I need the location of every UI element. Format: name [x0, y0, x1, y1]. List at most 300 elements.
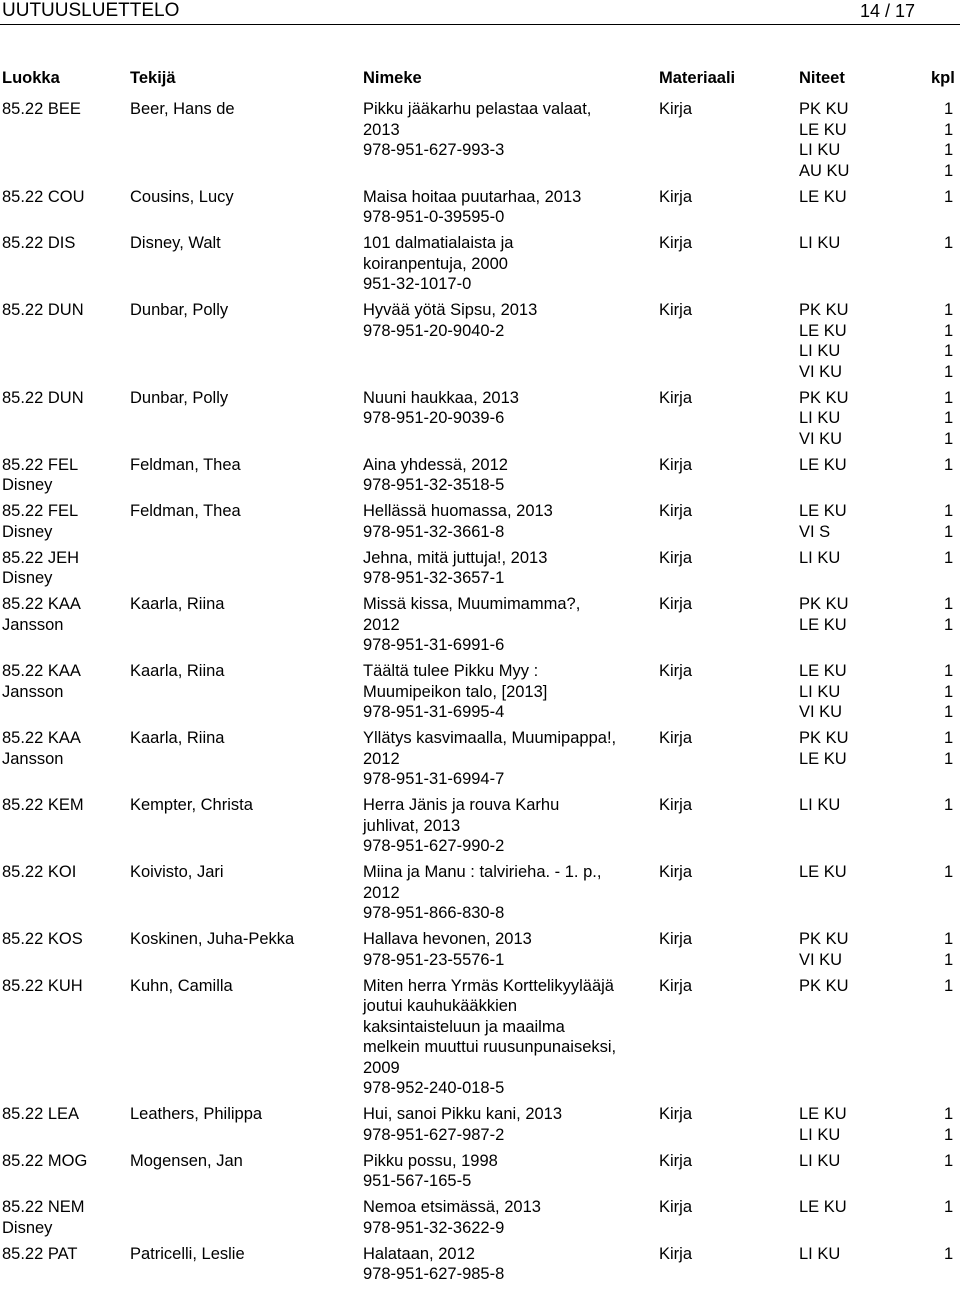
entry-tekija: [130, 929, 294, 950]
entry-luokka-line: Jansson: [2, 749, 64, 768]
entry-tekija-line: Kaarla, Riina: [130, 595, 225, 613]
entry-tekija: [130, 1244, 245, 1265]
list-item: [0, 548, 960, 595]
entry-kpl-line: 1: [944, 429, 954, 448]
entry-nimeke-line: Täältä tulee Pikku Myy :: [363, 662, 539, 680]
entry-tekija: [130, 795, 253, 816]
entry-niteet: [799, 594, 849, 635]
entry-luokka-line: 85.22 KAA: [2, 729, 81, 747]
entry-tekija: [130, 661, 224, 682]
entry-nimeke: [363, 233, 513, 295]
entry-kpl: [944, 795, 953, 816]
entry-kpl-line: 1: [944, 682, 954, 701]
entry-kpl-line: 1: [944, 502, 954, 520]
entry-kpl: [944, 1197, 953, 1218]
entry-niteet-line: LI KU: [799, 1125, 841, 1144]
entry-luokka-line: 85.22 LEA: [2, 1105, 80, 1123]
entry-nimeke-line: Miten herra Yrmäs Korttelikyylääjä: [363, 976, 614, 995]
column-header-tekija: Tekijä: [130, 69, 176, 87]
entry-materiaali-line: Kirja: [659, 796, 693, 814]
entry-materiaali: [659, 594, 692, 615]
entry-luokka-line: 85.22 DIS: [2, 234, 76, 252]
list-item: [0, 976, 960, 1105]
entry-luokka: [2, 728, 81, 769]
entry-kpl: [944, 594, 953, 635]
entry-materiaali: [659, 661, 692, 682]
entry-nimeke-line: 2012: [363, 615, 400, 634]
entry-kpl-line: 1: [944, 1125, 954, 1144]
entry-nimeke-line: juhlivat, 2013: [363, 816, 461, 835]
entry-niteet: [799, 976, 849, 997]
list-item: [0, 455, 960, 502]
entry-niteet: [799, 1151, 840, 1172]
entry-nimeke-line: Yllätys kasvimaalla, Muumipappa!,: [363, 729, 617, 747]
entry-niteet: [799, 1197, 847, 1218]
entry-nimeke-line: 978-951-23-5576-1: [363, 950, 505, 969]
entry-nimeke-line: 978-951-866-830-8: [363, 904, 505, 922]
entry-luokka-line: 85.22 KOS: [2, 930, 83, 948]
entry-materiaali-line: Kirja: [659, 863, 693, 881]
entry-nimeke-line: Nemoa etsimässä, 2013: [363, 1198, 541, 1216]
entry-niteet-line: VI KU: [799, 362, 843, 381]
entry-niteet: [799, 99, 849, 181]
entry-niteet-line: AU KU: [799, 161, 850, 180]
entry-niteet-line: LI KU: [799, 409, 841, 427]
entry-materiaali-line: Kirja: [659, 1198, 693, 1216]
entry-materiaali-line: Kirja: [659, 187, 693, 206]
entry-tekija: [130, 862, 224, 883]
entry-luokka-line: Disney: [2, 569, 53, 587]
entry-tekija-line: Koivisto, Jari: [130, 863, 224, 881]
entry-nimeke-line: Pikku jääkarhu pelastaa valaat,: [363, 100, 592, 118]
entry-tekija-line: Kuhn, Camilla: [130, 976, 233, 995]
entry-kpl-line: 1: [944, 187, 954, 206]
entry-luokka-line: 85.22 KAA: [2, 595, 81, 613]
entry-kpl-line: 1: [944, 729, 954, 747]
list-item: [0, 929, 960, 976]
catalog-list: [0, 99, 960, 1290]
entry-luokka: [2, 1244, 78, 1265]
entry-nimeke: [363, 1151, 498, 1192]
entry-luokka: [2, 501, 78, 542]
page-number: 14 / 17: [860, 1, 916, 21]
entry-nimeke: [363, 187, 581, 228]
entry-luokka-line: 85.22 DUN: [2, 301, 84, 319]
entry-niteet-line: PK KU: [799, 301, 849, 319]
entry-niteet-line: LE KU: [799, 502, 847, 520]
entry-nimeke-line: 2012: [363, 883, 400, 902]
entry-kpl: [944, 548, 953, 569]
entry-kpl: [944, 455, 953, 476]
list-item: [0, 501, 960, 548]
entry-tekija: [130, 187, 234, 208]
entry-niteet-line: VI S: [799, 522, 831, 541]
entry-tekija: [130, 99, 235, 120]
entry-materiaali: [659, 187, 692, 208]
entry-tekija-line: Koskinen, Juha-Pekka: [130, 930, 295, 948]
entry-materiaali: [659, 862, 692, 883]
entry-kpl: [944, 862, 953, 883]
entry-luokka-line: Jansson: [2, 682, 64, 701]
entry-nimeke: [363, 455, 508, 496]
entry-niteet-line: PK KU: [799, 100, 849, 118]
entry-materiaali-line: Kirja: [659, 301, 693, 319]
entry-materiaali: [659, 1104, 692, 1125]
entry-nimeke-line: Aina yhdessä, 2012: [363, 455, 508, 474]
list-item: [0, 1104, 960, 1151]
entry-kpl-line: 1: [944, 1151, 954, 1170]
entry-niteet: [799, 728, 849, 769]
entry-tekija-line: Dunbar, Polly: [130, 301, 229, 319]
entry-niteet-line: LE KU: [799, 321, 847, 340]
entry-tekija-line: Kaarla, Riina: [130, 729, 225, 747]
entry-tekija-line: Disney, Walt: [130, 234, 221, 252]
entry-nimeke-line: Herra Jänis ja rouva Karhu: [363, 796, 560, 814]
entry-tekija: [130, 728, 224, 749]
list-item: [0, 388, 960, 455]
entry-luokka-line: Disney: [2, 1218, 53, 1237]
entry-nimeke-line: joutui kauhukääkkien: [363, 997, 518, 1015]
entry-niteet-line: LI KU: [799, 548, 841, 567]
entry-materiaali: [659, 233, 692, 254]
column-header-niteet: Niteet: [799, 69, 845, 87]
entry-materiaali: [659, 1151, 692, 1172]
list-item: [0, 594, 960, 661]
entry-kpl: [944, 728, 953, 769]
entry-niteet: [799, 795, 840, 816]
entry-materiaali-line: Kirja: [659, 548, 693, 567]
entry-nimeke-line: Halataan, 2012: [363, 1244, 475, 1263]
entry-niteet-line: LE KU: [799, 749, 847, 768]
entry-kpl: [944, 976, 953, 997]
entry-kpl-line: 1: [944, 950, 954, 969]
entry-kpl-line: 1: [944, 161, 954, 180]
entry-luokka-line: 85.22 DUN: [2, 388, 84, 407]
entry-tekija-line: Kempter, Christa: [130, 796, 253, 814]
entry-kpl-line: 1: [944, 930, 954, 948]
entry-nimeke-line: Hui, sanoi Pikku kani, 2013: [363, 1105, 563, 1123]
entry-tekija-line: Leathers, Philippa: [130, 1105, 263, 1123]
entry-nimeke-line: 978-951-20-9039-6: [363, 409, 505, 427]
entry-tekija: [130, 1104, 262, 1125]
entry-nimeke-line: Pikku possu, 1998: [363, 1151, 498, 1170]
entry-luokka-line: Disney: [2, 522, 53, 541]
entry-niteet: [799, 300, 849, 382]
entry-materiaali-line: Kirja: [659, 502, 693, 520]
entry-niteet-line: PK KU: [799, 930, 849, 948]
entry-nimeke: [363, 300, 537, 341]
entry-kpl-line: 1: [944, 703, 954, 721]
entry-luokka: [2, 862, 76, 883]
list-item: [0, 661, 960, 728]
entry-materiaali: [659, 1244, 692, 1265]
list-item: [0, 1197, 960, 1244]
entry-luokka-line: 85.22 FEL: [2, 502, 79, 520]
entry-kpl: [944, 929, 953, 970]
entry-luokka: [2, 455, 78, 496]
entry-kpl: [944, 1151, 953, 1172]
entry-materiaali-line: Kirja: [659, 1105, 693, 1123]
list-item: [0, 187, 960, 234]
entry-nimeke-line: Nuuni haukkaa, 2013: [363, 388, 519, 407]
entry-luokka: [2, 594, 81, 635]
entry-luokka-line: 85.22 KUH: [2, 976, 83, 995]
entry-nimeke: [363, 728, 616, 790]
page-header: [0, 0, 960, 25]
entry-nimeke-line: 978-951-627-993-3: [363, 141, 505, 159]
entry-niteet-line: PK KU: [799, 729, 849, 747]
entry-luokka: [2, 1104, 79, 1125]
entry-nimeke-line: 101 dalmatialaista ja: [363, 234, 514, 252]
entry-materiaali-line: Kirja: [659, 729, 693, 747]
entry-nimeke-line: 951-567-165-5: [363, 1172, 472, 1190]
entry-niteet: [799, 1104, 847, 1145]
entry-niteet-line: LI KU: [799, 342, 841, 360]
entry-kpl-line: 1: [944, 615, 954, 634]
entry-materiaali: [659, 728, 692, 749]
entry-kpl-line: 1: [944, 662, 954, 680]
entry-materiaali-line: Kirja: [659, 930, 693, 948]
entry-niteet: [799, 233, 840, 254]
entry-niteet-line: VI KU: [799, 950, 843, 969]
entry-kpl-line: 1: [944, 362, 954, 381]
entry-niteet-line: VI KU: [799, 703, 843, 721]
entry-luokka: [2, 233, 75, 254]
entry-luokka: [2, 661, 81, 702]
entry-kpl-line: 1: [944, 342, 954, 360]
entry-tekija: [130, 1151, 243, 1172]
entry-niteet-line: LI KU: [799, 1151, 841, 1170]
entry-niteet-line: LE KU: [799, 662, 847, 680]
entry-tekija: [130, 976, 233, 997]
entry-luokka-line: Disney: [2, 476, 53, 494]
entry-nimeke-line: 978-951-32-3518-5: [363, 476, 505, 494]
entry-tekija-line: Patricelli, Leslie: [130, 1244, 245, 1263]
entry-nimeke: [363, 548, 547, 589]
entry-luokka-line: 85.22 JEH: [2, 548, 80, 567]
entry-nimeke: [363, 976, 616, 1099]
entry-niteet-line: VI KU: [799, 429, 843, 448]
entry-tekija-line: Cousins, Lucy: [130, 187, 234, 206]
entry-kpl-line: 1: [944, 141, 954, 159]
entry-kpl: [944, 300, 953, 382]
column-header-row: [0, 67, 960, 89]
column-header-materiaali: Materiaali: [659, 69, 736, 87]
entry-tekija-line: Kaarla, Riina: [130, 662, 225, 680]
entry-niteet: [799, 187, 847, 208]
entry-nimeke-line: Miina ja Manu : talvirieha. - 1. p.,: [363, 863, 602, 881]
entry-luokka-line: 85.22 PAT: [2, 1244, 78, 1263]
entry-nimeke-line: 2012: [363, 749, 400, 768]
entry-materiaali: [659, 99, 692, 120]
entry-kpl-line: 1: [944, 1198, 954, 1216]
entry-niteet-line: LI KU: [799, 141, 841, 159]
entry-kpl: [944, 1104, 953, 1145]
entry-tekija-line: Feldman, Thea: [130, 502, 241, 520]
entry-tekija: [130, 300, 228, 321]
entry-materiaali-line: Kirja: [659, 455, 693, 474]
entry-luokka-line: 85.22 NEM: [2, 1198, 85, 1216]
entry-kpl-line: 1: [944, 301, 954, 319]
entry-nimeke-line: Hyvää yötä Sipsu, 2013: [363, 301, 538, 319]
entry-nimeke: [363, 795, 559, 857]
entry-niteet-line: LE KU: [799, 120, 847, 139]
entry-nimeke-line: 978-951-31-6991-6: [363, 636, 505, 654]
entry-luokka: [2, 300, 84, 321]
entry-niteet-line: PK KU: [799, 388, 849, 407]
entry-nimeke: [363, 1104, 562, 1145]
entry-kpl-line: 1: [944, 100, 954, 118]
entry-nimeke-line: 951-32-1017-0: [363, 275, 472, 293]
entry-tekija-line: Feldman, Thea: [130, 455, 241, 474]
entry-nimeke: [363, 1244, 504, 1285]
entry-nimeke: [363, 501, 553, 542]
entry-kpl: [944, 388, 953, 450]
entry-kpl-line: 1: [944, 749, 954, 768]
entry-kpl-line: 1: [944, 976, 954, 995]
entry-nimeke: [363, 862, 601, 924]
column-header-nimeke: Nimeke: [363, 69, 422, 87]
entry-kpl-line: 1: [944, 863, 954, 881]
entry-kpl-line: 1: [944, 234, 954, 252]
list-item: [0, 728, 960, 795]
entry-tekija: [130, 501, 241, 522]
entry-nimeke-line: kaksintaisteluun ja maailma: [363, 1017, 565, 1036]
entry-nimeke-line: 2009: [363, 1058, 400, 1077]
entry-kpl-line: 1: [944, 522, 954, 541]
entry-nimeke: [363, 99, 591, 161]
entry-nimeke-line: Maisa hoitaa puutarhaa, 2013: [363, 187, 582, 206]
entry-luokka: [2, 548, 79, 589]
entry-materiaali: [659, 929, 692, 950]
entry-tekija: [130, 594, 224, 615]
entry-kpl: [944, 661, 953, 723]
entry-tekija: [130, 233, 221, 254]
entry-luokka: [2, 1197, 85, 1238]
entry-nimeke-line: 978-951-627-990-2: [363, 837, 505, 855]
entry-niteet: [799, 661, 847, 723]
entry-niteet-line: LE KU: [799, 187, 847, 206]
list-item: [0, 99, 960, 187]
entry-materiaali-line: Kirja: [659, 388, 693, 407]
entry-luokka-line: Jansson: [2, 615, 64, 634]
entry-materiaali: [659, 501, 692, 522]
entry-kpl-line: 1: [944, 796, 954, 814]
entry-niteet-line: PK KU: [799, 976, 849, 995]
entry-materiaali-line: Kirja: [659, 100, 693, 118]
entry-luokka: [2, 187, 85, 208]
list-item: [0, 233, 960, 300]
entry-tekija-line: Dunbar, Polly: [130, 388, 229, 407]
list-item: [0, 795, 960, 862]
entry-niteet-line: LE KU: [799, 455, 847, 474]
entry-materiaali: [659, 1197, 692, 1218]
entry-niteet-line: LI KU: [799, 234, 841, 252]
entry-niteet-line: PK KU: [799, 595, 849, 613]
entry-nimeke: [363, 661, 547, 723]
document-title: UUTUUSLUETTELO: [2, 0, 180, 21]
entry-tekija: [130, 388, 228, 409]
entry-nimeke-line: 978-951-32-3661-8: [363, 522, 505, 541]
entry-nimeke-line: 978-951-32-3657-1: [363, 569, 505, 587]
entry-luokka-line: 85.22 MOG: [2, 1151, 88, 1170]
entry-kpl-line: 1: [944, 409, 954, 427]
entry-materiaali-line: Kirja: [659, 1244, 693, 1263]
entry-tekija-line: Beer, Hans de: [130, 100, 235, 118]
entry-nimeke: [363, 929, 532, 970]
entry-nimeke-line: 978-951-31-6995-4: [363, 703, 505, 721]
entry-luokka-line: 85.22 COU: [2, 187, 85, 206]
entry-materiaali: [659, 548, 692, 569]
entry-luokka-line: 85.22 KEM: [2, 796, 84, 814]
entry-niteet-line: LI KU: [799, 1244, 841, 1263]
entry-niteet: [799, 501, 847, 542]
entry-niteet-line: LE KU: [799, 863, 847, 881]
entry-niteet-line: LE KU: [799, 1105, 847, 1123]
entry-kpl: [944, 501, 953, 542]
entry-kpl-line: 1: [944, 548, 954, 567]
entry-nimeke-line: melkein muuttui ruusunpunaiseksi,: [363, 1038, 617, 1056]
entry-nimeke-line: 978-951-0-39595-0: [363, 208, 505, 226]
entry-tekija: [130, 455, 241, 476]
entry-luokka: [2, 795, 84, 816]
entry-nimeke-line: 978-951-627-985-8: [363, 1265, 505, 1283]
entry-niteet-line: LE KU: [799, 1198, 847, 1216]
entry-niteet-line: LI KU: [799, 682, 841, 701]
column-header-kpl: kpl: [931, 69, 955, 87]
entry-kpl: [944, 99, 953, 181]
entry-nimeke-line: 2013: [363, 120, 400, 139]
list-item: [0, 1244, 960, 1291]
entry-niteet-line: LI KU: [799, 796, 841, 814]
entry-kpl-line: 1: [944, 595, 954, 613]
entry-kpl-line: 1: [944, 120, 954, 139]
entry-niteet: [799, 862, 847, 883]
entry-kpl-line: 1: [944, 1244, 954, 1263]
entry-luokka: [2, 99, 81, 120]
entry-materiaali-line: Kirja: [659, 234, 693, 252]
entry-tekija-line: Mogensen, Jan: [130, 1151, 243, 1170]
entry-nimeke-line: Hellässä huomassa, 2013: [363, 502, 553, 520]
entry-materiaali: [659, 300, 692, 321]
entry-nimeke-line: Hallava hevonen, 2013: [363, 930, 532, 948]
entry-nimeke-line: Muumipeikon talo, [2013]: [363, 682, 548, 701]
entry-luokka: [2, 976, 83, 997]
entry-kpl: [944, 187, 953, 208]
entry-luokka-line: 85.22 KAA: [2, 662, 81, 680]
entry-niteet: [799, 548, 840, 569]
entry-kpl-line: 1: [944, 388, 954, 407]
entry-nimeke: [363, 594, 580, 656]
entry-materiaali-line: Kirja: [659, 662, 693, 680]
entry-luokka-line: 85.22 KOI: [2, 863, 77, 881]
entry-luokka: [2, 1151, 87, 1172]
entry-kpl: [944, 233, 953, 254]
entry-nimeke-line: Missä kissa, Muumimamma?,: [363, 595, 581, 613]
entry-materiaali-line: Kirja: [659, 595, 693, 613]
entry-luokka: [2, 388, 84, 409]
column-header-luokka: Luokka: [2, 69, 60, 87]
list-item: [0, 862, 960, 929]
entry-materiaali-line: Kirja: [659, 1151, 693, 1170]
entry-nimeke-line: 978-952-240-018-5: [363, 1079, 505, 1097]
entry-niteet: [799, 1244, 840, 1265]
entry-nimeke-line: Jehna, mitä juttuja!, 2013: [363, 548, 548, 567]
entry-materiaali: [659, 795, 692, 816]
entry-kpl-line: 1: [944, 321, 954, 340]
entry-materiaali: [659, 455, 692, 476]
entry-niteet: [799, 388, 849, 450]
